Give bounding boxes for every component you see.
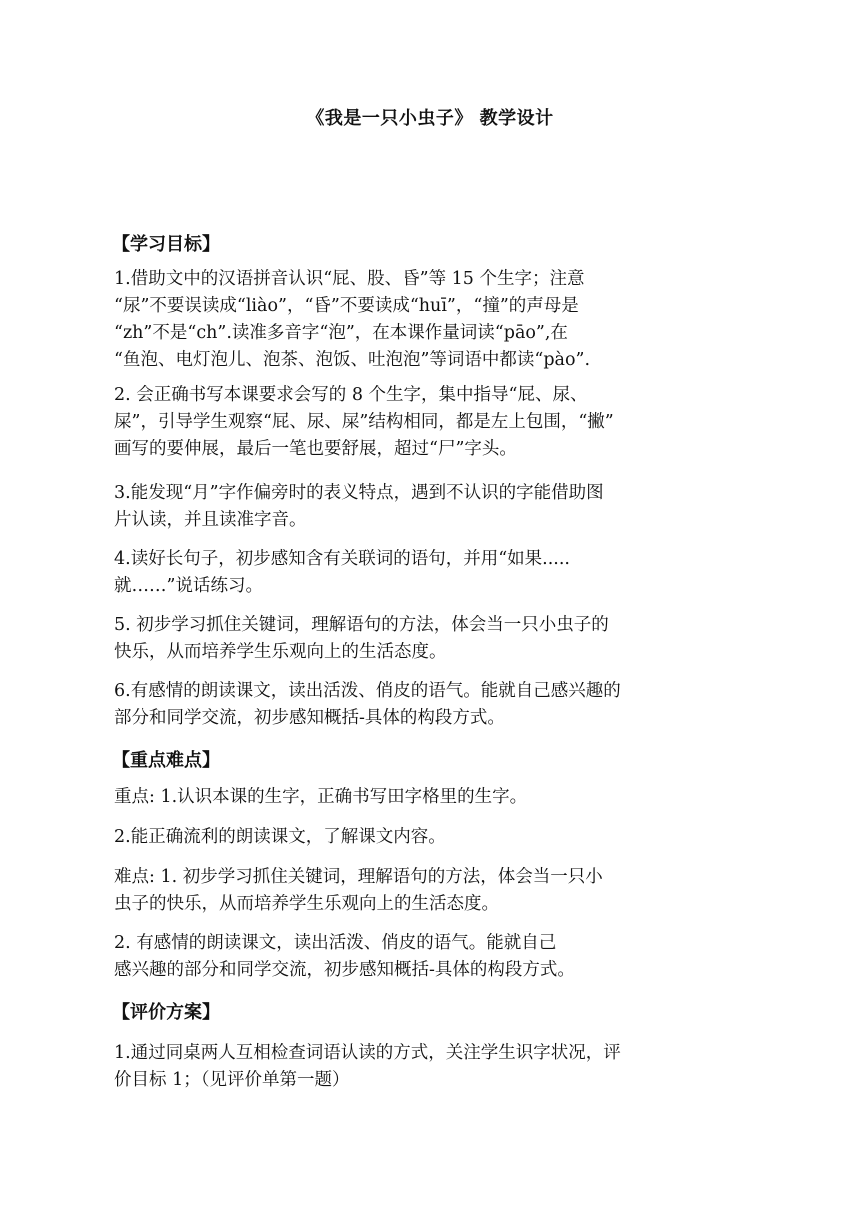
text-line: 部分和同学交流，初步感知概括-具体的构段方式。 bbox=[114, 708, 505, 728]
objective-paragraph-5 bbox=[114, 612, 746, 666]
objective-paragraph-6 bbox=[114, 678, 746, 732]
text-line: 片认读，并且读准字音。 bbox=[114, 510, 307, 530]
text-line: “鱼泡、电灯泡儿、泡茶、泡饭、吐泡泡”等词语中都读“pào”. bbox=[114, 350, 591, 370]
difficulty-paragraph-1 bbox=[114, 864, 746, 918]
key-point-paragraph-1 bbox=[114, 784, 746, 811]
text-line: 价目标 1；（见评价单第一题） bbox=[114, 1070, 350, 1090]
text-line: 6.有感情的朗读课文，读出活泼、俏皮的语气。能就自己感兴趣的 bbox=[114, 681, 621, 701]
text-line: 屎”，引导学生观察“屁、尿、屎”结构相同，都是左上包围，“撇” bbox=[114, 412, 614, 432]
text-line: 感兴趣的部分和同学交流，初步感知概括-具体的构段方式。 bbox=[114, 960, 575, 980]
section-heading-evaluation: 【评价方案】 bbox=[112, 1002, 220, 1023]
objective-paragraph-1 bbox=[114, 266, 746, 374]
text-line: 重点: 1.认识本课的生字，正确书写田字格里的生字。 bbox=[114, 787, 528, 807]
text-line: 虫子的快乐，从而培养学生乐观向上的生活态度。 bbox=[114, 894, 499, 914]
text-line: 就……”说话练习。 bbox=[114, 576, 263, 596]
objective-paragraph-4 bbox=[114, 546, 746, 600]
text-line: 2.能正确流利的朗读课文，了解课文内容。 bbox=[114, 827, 446, 847]
text-line: 难点: 1. 初步学习抓住关键词，理解语句的方法，体会当一只小 bbox=[114, 867, 603, 887]
evaluation-paragraph-1 bbox=[114, 1040, 746, 1094]
difficulty-paragraph-2 bbox=[114, 930, 746, 984]
text-line: 5. 初步学习抓住关键词，理解语句的方法，体会当一只小虫子的 bbox=[114, 615, 609, 635]
text-line: 1.通过同桌两人互相检查词语认读的方式，关注学生识字状况，评 bbox=[114, 1043, 621, 1063]
document-title: 《我是一只小虫子》 教学设计 bbox=[306, 108, 554, 129]
section-heading-key-points: 【重点难点】 bbox=[112, 750, 220, 771]
section-heading-objectives: 【学习目标】 bbox=[112, 234, 220, 255]
text-line: 快乐，从而培养学生乐观向上的生活态度。 bbox=[114, 642, 447, 662]
text-line: 2. 会正确书写本课要求会写的 8 个生字，集中指导“屁、尿、 bbox=[114, 385, 588, 405]
objective-paragraph-2 bbox=[114, 382, 746, 463]
text-line: “尿”不要误读成“liào”，“昏”不要读成“huī”，“撞”的声母是 bbox=[114, 296, 579, 316]
text-line: 4.读好长句子，初步感知含有关联词的语句，并用“如果..... bbox=[114, 549, 570, 569]
text-line: 画写的要伸展，最后一笔也要舒展，超过“尸”字头。 bbox=[114, 439, 517, 459]
text-line: “zh”不是“ch”.读准多音字“泡”，在本课作量词读“pāo”,在 bbox=[114, 323, 568, 343]
text-line: 3.能发现“月”字作偏旁时的表义特点，遇到不认识的字能借助图 bbox=[114, 483, 604, 503]
key-point-paragraph-2 bbox=[114, 824, 746, 851]
objective-paragraph-3 bbox=[114, 480, 746, 534]
text-line: 1.借助文中的汉语拼音认识“屁、股、昏”等 15 个生字；注意 bbox=[114, 269, 585, 289]
text-line: 2. 有感情的朗读课文，读出活泼、俏皮的语气。能就自己 bbox=[114, 933, 557, 953]
